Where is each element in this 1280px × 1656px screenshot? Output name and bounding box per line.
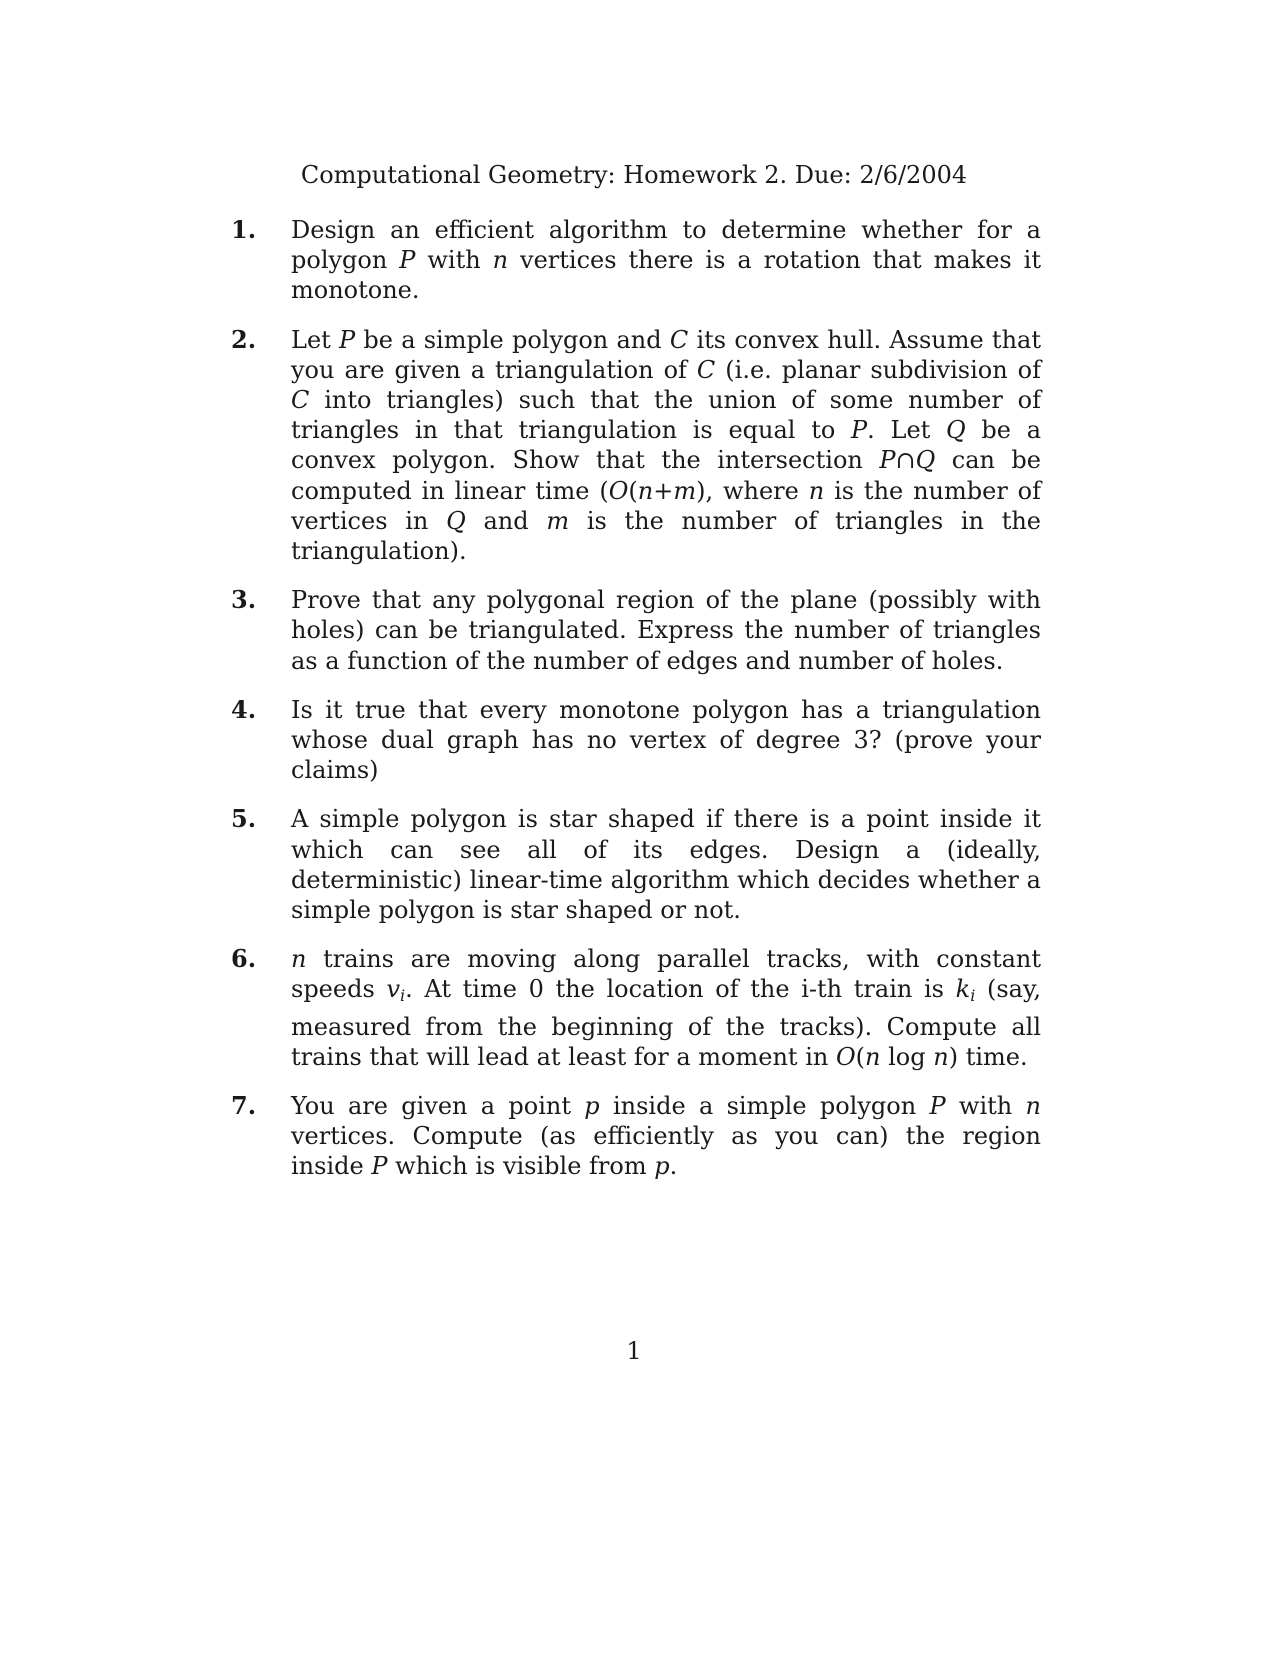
page-number: 1 [626,1337,642,1365]
problem-1 [231,215,1041,306]
problem-text: Is it true that every monotone polygon has a triangulation whose dual graph has no vertex of degree 3? (prove your claims) [291,695,1041,785]
problem-number: 5. [231,804,257,834]
problem-text: A simple polygon is star shaped if there is a point inside it which can see all of its edges. Design a (ideally, deterministic) linear-time algorithm which decides whether a simple polygon is star shaped or not. [291,805,1041,925]
problem-4 [231,695,1041,786]
problem-5 [231,804,1041,925]
problem-number: 7. [231,1091,257,1121]
problem-3 [231,585,1041,676]
problem-text: Let P be a simple polygon and C its convex hull. Assume that you are given a triangulation of C (i.e. planar subdivision of C into triangles) such that the union of some number of triangles in that triangulation is equal to P. Let Q be a convex polygon. Show that the intersection P∩Q can be computed in linear time (O(n+m), where n is the number of vertices in Q and m is the number of triangles in the triangulation). [291,325,1042,566]
problem-7 [231,1091,1041,1182]
problem-list [231,215,1041,1201]
problem-number: 2. [231,324,257,354]
problem-text: n trains are moving along parallel tracks, with constant speeds $v_i$. At time 0 the location of the i-th train is $k_i$ (say, measured from the beginning of the tracks). Compute all trains that will lead at least for a moment in O(n log n) time. [291,945,1041,1071]
problem-text: Design an efficient algorithm to determine whether for a polygon P with n vertices there is a rotation that makes it monotone. [291,216,1042,305]
problem-number: 1. [231,215,257,244]
problem-2 [231,325,1041,567]
problem-text: Prove that any polygonal region of the plane (possibly with holes) can be triangulated. Express the number of triangles as a function of the number of edges and number of holes. [291,586,1041,675]
page-title: Computational Geometry: Homework 2. Due: 2/6/2004 [300,161,968,189]
problem-6 [231,944,1041,1072]
problem-number: 4. [231,694,257,724]
problem-number: 3. [231,585,257,615]
problem-text: You are given a point p inside a simple polygon P with n vertices. Compute (as efficiently as you can) the region inside P which is visible from p. [291,1092,1042,1181]
problem-number: 6. [231,944,257,974]
